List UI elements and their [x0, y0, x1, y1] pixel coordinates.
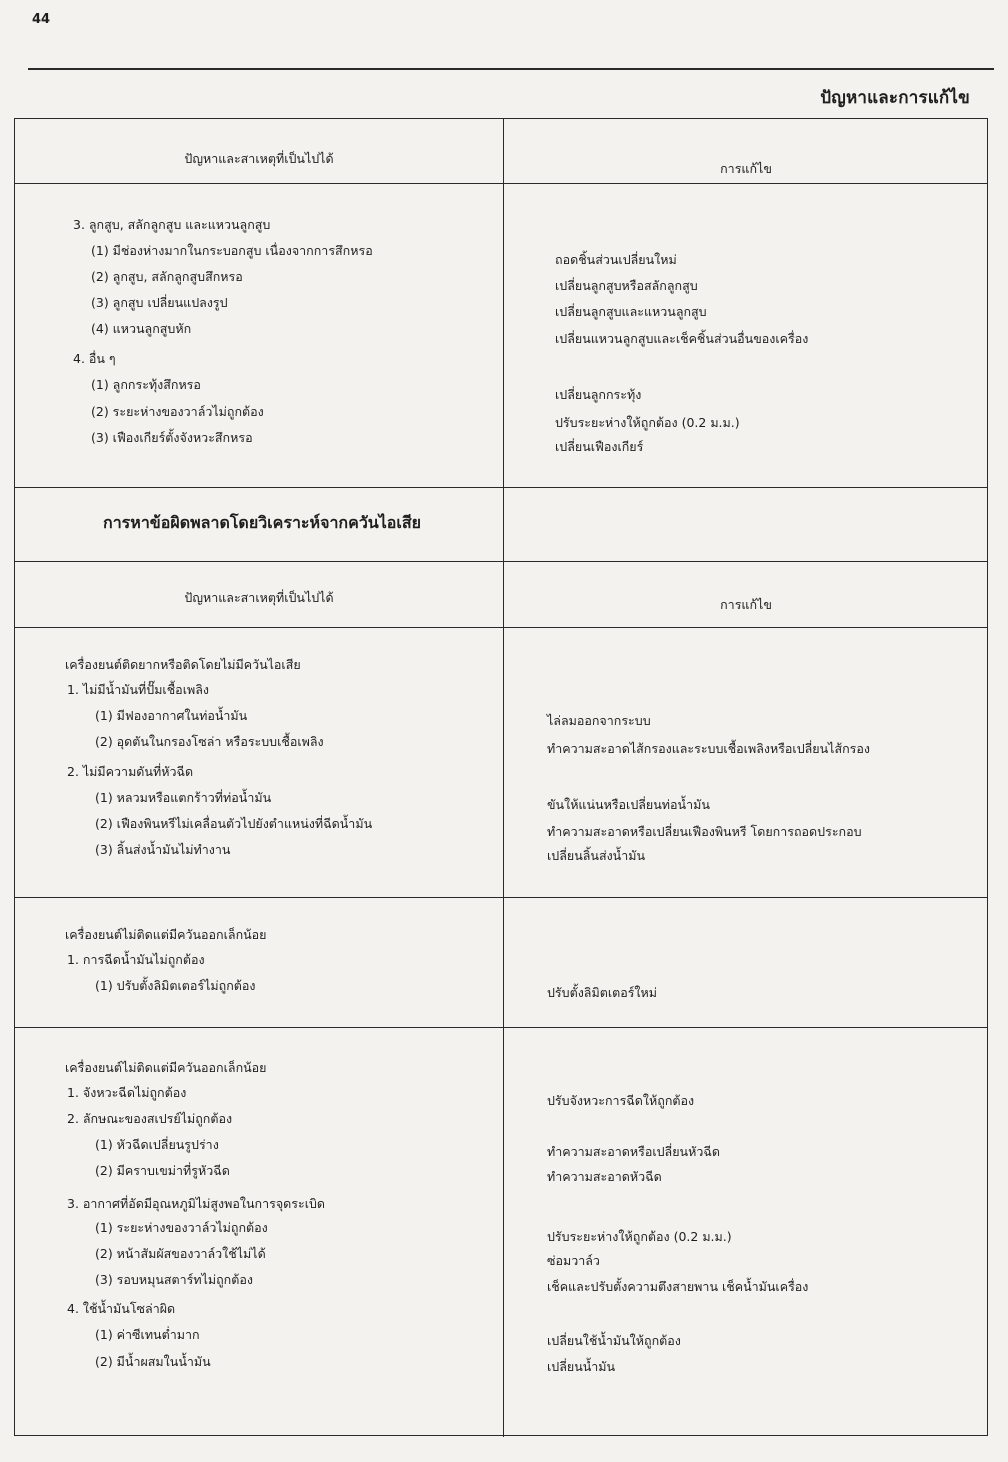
problem-item: (2) มีคราบเขม่าที่รูหัวฉีด: [95, 1163, 230, 1178]
fix-item: ปรับตั้งลิมิตเตอร์ใหม่: [547, 985, 658, 1000]
fix-item: ทำความสะอาดหรือเปลี่ยนเฟืองพินหรี โดยการถอดประกอบ: [547, 824, 862, 839]
fix-item: เปลี่ยนแหวนลูกสูบและเช็คชิ้นส่วนอื่นของเครื่อง: [555, 331, 809, 346]
column-header-fix: การแก้ไข: [720, 161, 772, 176]
row-divider: [15, 627, 987, 628]
fix-item: เปลี่ยนเฟืองเกียร์: [555, 439, 644, 454]
column-header-fix: การแก้ไข: [720, 597, 772, 612]
top-rule: [28, 68, 994, 70]
problem-item: (1) หัวฉีดเปลี่ยนรูปร่าง: [95, 1137, 219, 1152]
fix-item: เปลี่ยนลูกสูบหรือสลักลูกสูบ: [555, 278, 698, 293]
page-number: 44: [32, 12, 51, 27]
fix-item: ทำความสะอาดหัวฉีด: [547, 1169, 662, 1184]
block-heading: เครื่องยนต์ไม่ติดแต่มีควันออกเล็กน้อย: [65, 1060, 267, 1075]
block-heading: เครื่องยนต์ติดยากหรือติดโดยไม่มีควันไอเสีย: [65, 657, 301, 672]
fix-item: เช็คและปรับตั้งความตึงสายพาน เช็คน้ำมันเครื่อง: [547, 1279, 809, 1294]
problem-item: 3. อากาศที่อัดมีอุณหภูมิไม่สูงพอในการจุดระเบิด: [67, 1196, 326, 1211]
fix-item: ไล่ลมออกจากระบบ: [547, 713, 651, 728]
fix-item: เปลี่ยนลูกสูบและแหวนลูกสูบ: [555, 304, 707, 319]
fix-item: เปลี่ยนลูกกระทุ้ง: [555, 387, 642, 402]
problem-item: 3. ลูกสูบ, สลักลูกสูบ และแหวนลูกสูบ: [73, 217, 271, 232]
problem-item: (2) อุดตันในกรองโซล่า หรือระบบเชื้อเพลิง: [95, 734, 324, 749]
section-title: การหาข้อผิดพลาดโดยวิเคราะห์จากควันไอเสีย: [103, 513, 422, 532]
problem-item: (2) เฟืองพินหรีไม่เคลื่อนตัวไปยังตำแหน่งที่ฉีดน้ำมัน: [95, 816, 373, 831]
problem-item: 2. ไม่มีความดันที่หัวฉีด: [67, 764, 194, 779]
column-divider: [503, 561, 504, 1437]
column-header-problem: ปัญหาและสาเหตุที่เป็นไปได้: [184, 590, 334, 605]
problem-item: (3) รอบหมุนสตาร์ทไม่ถูกต้อง: [95, 1272, 253, 1287]
problem-item: 1. จังหวะฉีดไม่ถูกต้อง: [67, 1085, 187, 1100]
problem-item: 4. ใช้น้ำมันโซล่าผิด: [67, 1301, 176, 1316]
fix-item: ปรับระยะห่างให้ถูกต้อง (0.2 ม.ม.): [555, 415, 740, 430]
row-divider: [15, 897, 987, 898]
fix-item: เปลี่ยนลิ้นส่งน้ำมัน: [547, 848, 646, 863]
fix-item: เปลี่ยนใช้น้ำมันให้ถูกต้อง: [547, 1333, 681, 1348]
row-divider: [15, 487, 987, 488]
problem-item: (2) ลูกสูบ, สลักลูกสูบสึกหรอ: [91, 269, 243, 284]
row-divider: [15, 1027, 987, 1028]
problem-item: (2) มีน้ำผสมในน้ำมัน: [95, 1354, 211, 1369]
row-divider: [15, 561, 987, 562]
fix-item: ปรับจังหวะการฉีดให้ถูกต้อง: [547, 1093, 695, 1108]
fix-item: ซ่อมวาล์ว: [547, 1253, 600, 1268]
problem-item: (1) มีช่องห่างมากในกระบอกสูบ เนื่องจากการสึกหรอ: [91, 243, 373, 258]
problem-item: (4) แหวนลูกสูบหัก: [91, 321, 192, 336]
column-divider: [503, 119, 504, 561]
fix-item: ทำความสะอาดหรือเปลี่ยนหัวฉีด: [547, 1144, 720, 1159]
page-header-title: ปัญหาและการแก้ไข: [820, 88, 970, 108]
fix-item: ทำความสะอาดไส้กรองและระบบเชื้อเพลิงหรือเปลี่ยนไส้กรอง: [547, 741, 870, 756]
troubleshooting-table: [14, 118, 988, 1436]
problem-item: (2) ระยะห่างของวาล์วไม่ถูกต้อง: [91, 404, 264, 419]
problem-item: (1) ค่าซีเทนต่ำมาก: [95, 1327, 200, 1342]
fix-item: ขันให้แน่นหรือเปลี่ยนท่อน้ำมัน: [547, 797, 710, 812]
problem-item: (3) ลูกสูบ เปลี่ยนแปลงรูป: [91, 295, 228, 310]
problem-item: 2. ลักษณะของสเปรย์ไม่ถูกต้อง: [67, 1111, 233, 1126]
problem-item: 4. อื่น ๆ: [73, 351, 116, 366]
row-divider: [15, 183, 987, 184]
fix-item: เปลี่ยนน้ำมัน: [547, 1359, 616, 1374]
problem-item: (3) เฟืองเกียร์ตั้งจังหวะสึกหรอ: [91, 430, 253, 445]
fix-item: ถอดชิ้นส่วนเปลี่ยนใหม่: [555, 252, 677, 267]
problem-item: (1) ปรับตั้งลิมิตเตอร์ไม่ถูกต้อง: [95, 978, 256, 993]
problem-item: (1) มีฟองอากาศในท่อน้ำมัน: [95, 708, 248, 723]
problem-item: (2) หน้าสัมผัสของวาล์วใช้ไม่ได้: [95, 1246, 266, 1261]
problem-item: 1. การฉีดน้ำมันไม่ถูกต้อง: [67, 952, 205, 967]
problem-item: (1) หลวมหรือแตกร้าวที่ท่อน้ำมัน: [95, 790, 272, 805]
fix-item: ปรับระยะห่างให้ถูกต้อง (0.2 ม.ม.): [547, 1229, 732, 1244]
problem-item: 1. ไม่มีน้ำมันที่ปั๊มเชื้อเพลิง: [67, 682, 209, 697]
problem-item: (3) ลิ้นส่งน้ำมันไม่ทำงาน: [95, 842, 231, 857]
column-header-problem: ปัญหาและสาเหตุที่เป็นไปได้: [184, 151, 334, 166]
block-heading: เครื่องยนต์ไม่ติดแต่มีควันออกเล็กน้อย: [65, 927, 267, 942]
problem-item: (1) ลูกกระทุ้งสึกหรอ: [91, 377, 201, 392]
problem-item: (1) ระยะห่างของวาล์วไม่ถูกต้อง: [95, 1220, 268, 1235]
